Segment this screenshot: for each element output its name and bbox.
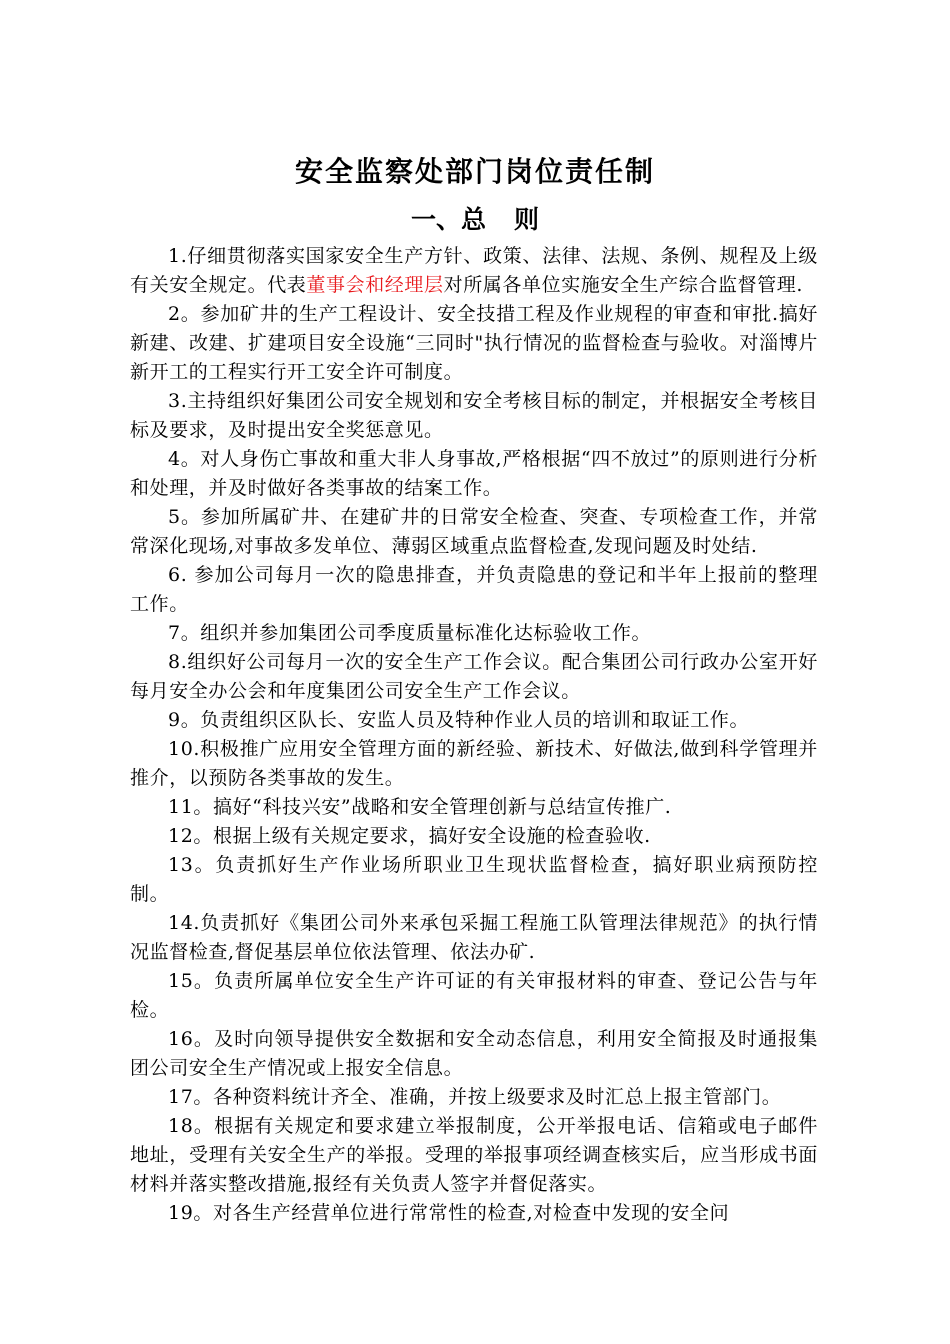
paragraph-12: 12。根据上级有关规定要求，搞好安全设施的检查验收.: [168, 825, 651, 847]
highlighted-text: 董事会和经理层: [306, 274, 444, 296]
paragraph-3: 3.主持组织好集团公司安全规划和安全考核目标的制定，并根据安全考核目标及要求，及时提出安全奖惩意见。: [130, 390, 818, 441]
paragraph-15: 15。负责所属单位安全生产许可证的有关审报材料的审查、登记公告与年检。: [130, 970, 818, 1021]
paragraph-1-after: 对所属各单位实施安全生产综合监督管理.: [443, 274, 804, 296]
paragraph-5: 5。参加所属矿井、在建矿井的日常安全检查、突查、专项检查工作，并常常深化现场,对事故多发单位、薄弱区域重点监督检查,发现问题及时处结.: [130, 506, 818, 557]
paragraph-14: 14.负责抓好《集团公司外来承包采掘工程施工队管理法律规范》的执行情况监督检查,督促基层单位依法管理、依法办矿.: [130, 912, 818, 963]
document-title: 安全监察处部门岗位责任制: [294, 155, 655, 188]
paragraph-9: 9。负责组织区队长、安监人员及特种作业人员的培训和取证工作。: [168, 709, 750, 731]
document-body: [130, 242, 818, 1228]
paragraph-10: 10.积极推广应用安全管理方面的新经验、新技术、好做法,做到科学管理并推介，以预防各类事故的发生。: [130, 738, 818, 789]
paragraph-1: [130, 242, 818, 300]
paragraph-16: 16。及时向领导提供安全数据和安全动态信息，利用安全简报及时通报集团公司安全生产情况或上报安全信息。: [130, 1028, 818, 1079]
section-heading: [0, 202, 950, 238]
paragraph-2: 2。参加矿井的生产工程设计、安全技措工程及作业规程的审查和审批.搞好新建、改建、扩建项目安全设施“三同时"执行情况的监督检查与验收。对淄博片新开工的工程实行开工安全许可制度。: [130, 303, 818, 383]
section-heading-part1: 一、总: [410, 205, 486, 234]
paragraph-7: 7。组织并参加集团公司季度质量标准化达标验收工作。: [168, 622, 652, 644]
paragraph-19: 19。对各生产经营单位进行常常性的检查,对检查中发现的安全问: [168, 1202, 730, 1224]
paragraph-6: 6. 参加公司每月一次的隐患排查，并负责隐患的登记和半年上报前的整理工作。: [130, 564, 818, 615]
paragraph-13: 13。负责抓好生产作业场所职业卫生现状监督检查，搞好职业病预防控制。: [130, 854, 818, 905]
paragraph-1-before: 1.仔细贯彻落实国家安全生产方针、政策、法律、法规、条例、规程及上级有关安全规定。代表: [130, 245, 818, 296]
section-heading-part2: 则: [514, 205, 540, 234]
paragraph-18: 18。根据有关规定和要求建立举报制度，公开举报电话、信箱或电子邮件地址，受理有关安全生产的举报。受理的举报事项经调查核实后，应当形成书面材料并落实整改措施,报经有关负责人签字并督促落实。: [130, 1115, 818, 1195]
paragraph-8: 8.组织好公司每月一次的安全生产工作会议。配合集团公司行政办公室开好每月安全办公会和年度集团公司安全生产工作会议。: [130, 651, 818, 702]
paragraph-11: 11。搞好“科技兴安”战略和安全管理创新与总结宣传推广.: [168, 796, 672, 818]
paragraph-4: 4。对人身伤亡事故和重大非人身事故,严格根据“四不放过”的原则进行分析和处理，并及时做好各类事故的结案工作。: [130, 448, 818, 499]
paragraph-17: 17。各种资料统计齐全、准确，并按上级要求及时汇总上报主管部门。: [168, 1086, 782, 1108]
